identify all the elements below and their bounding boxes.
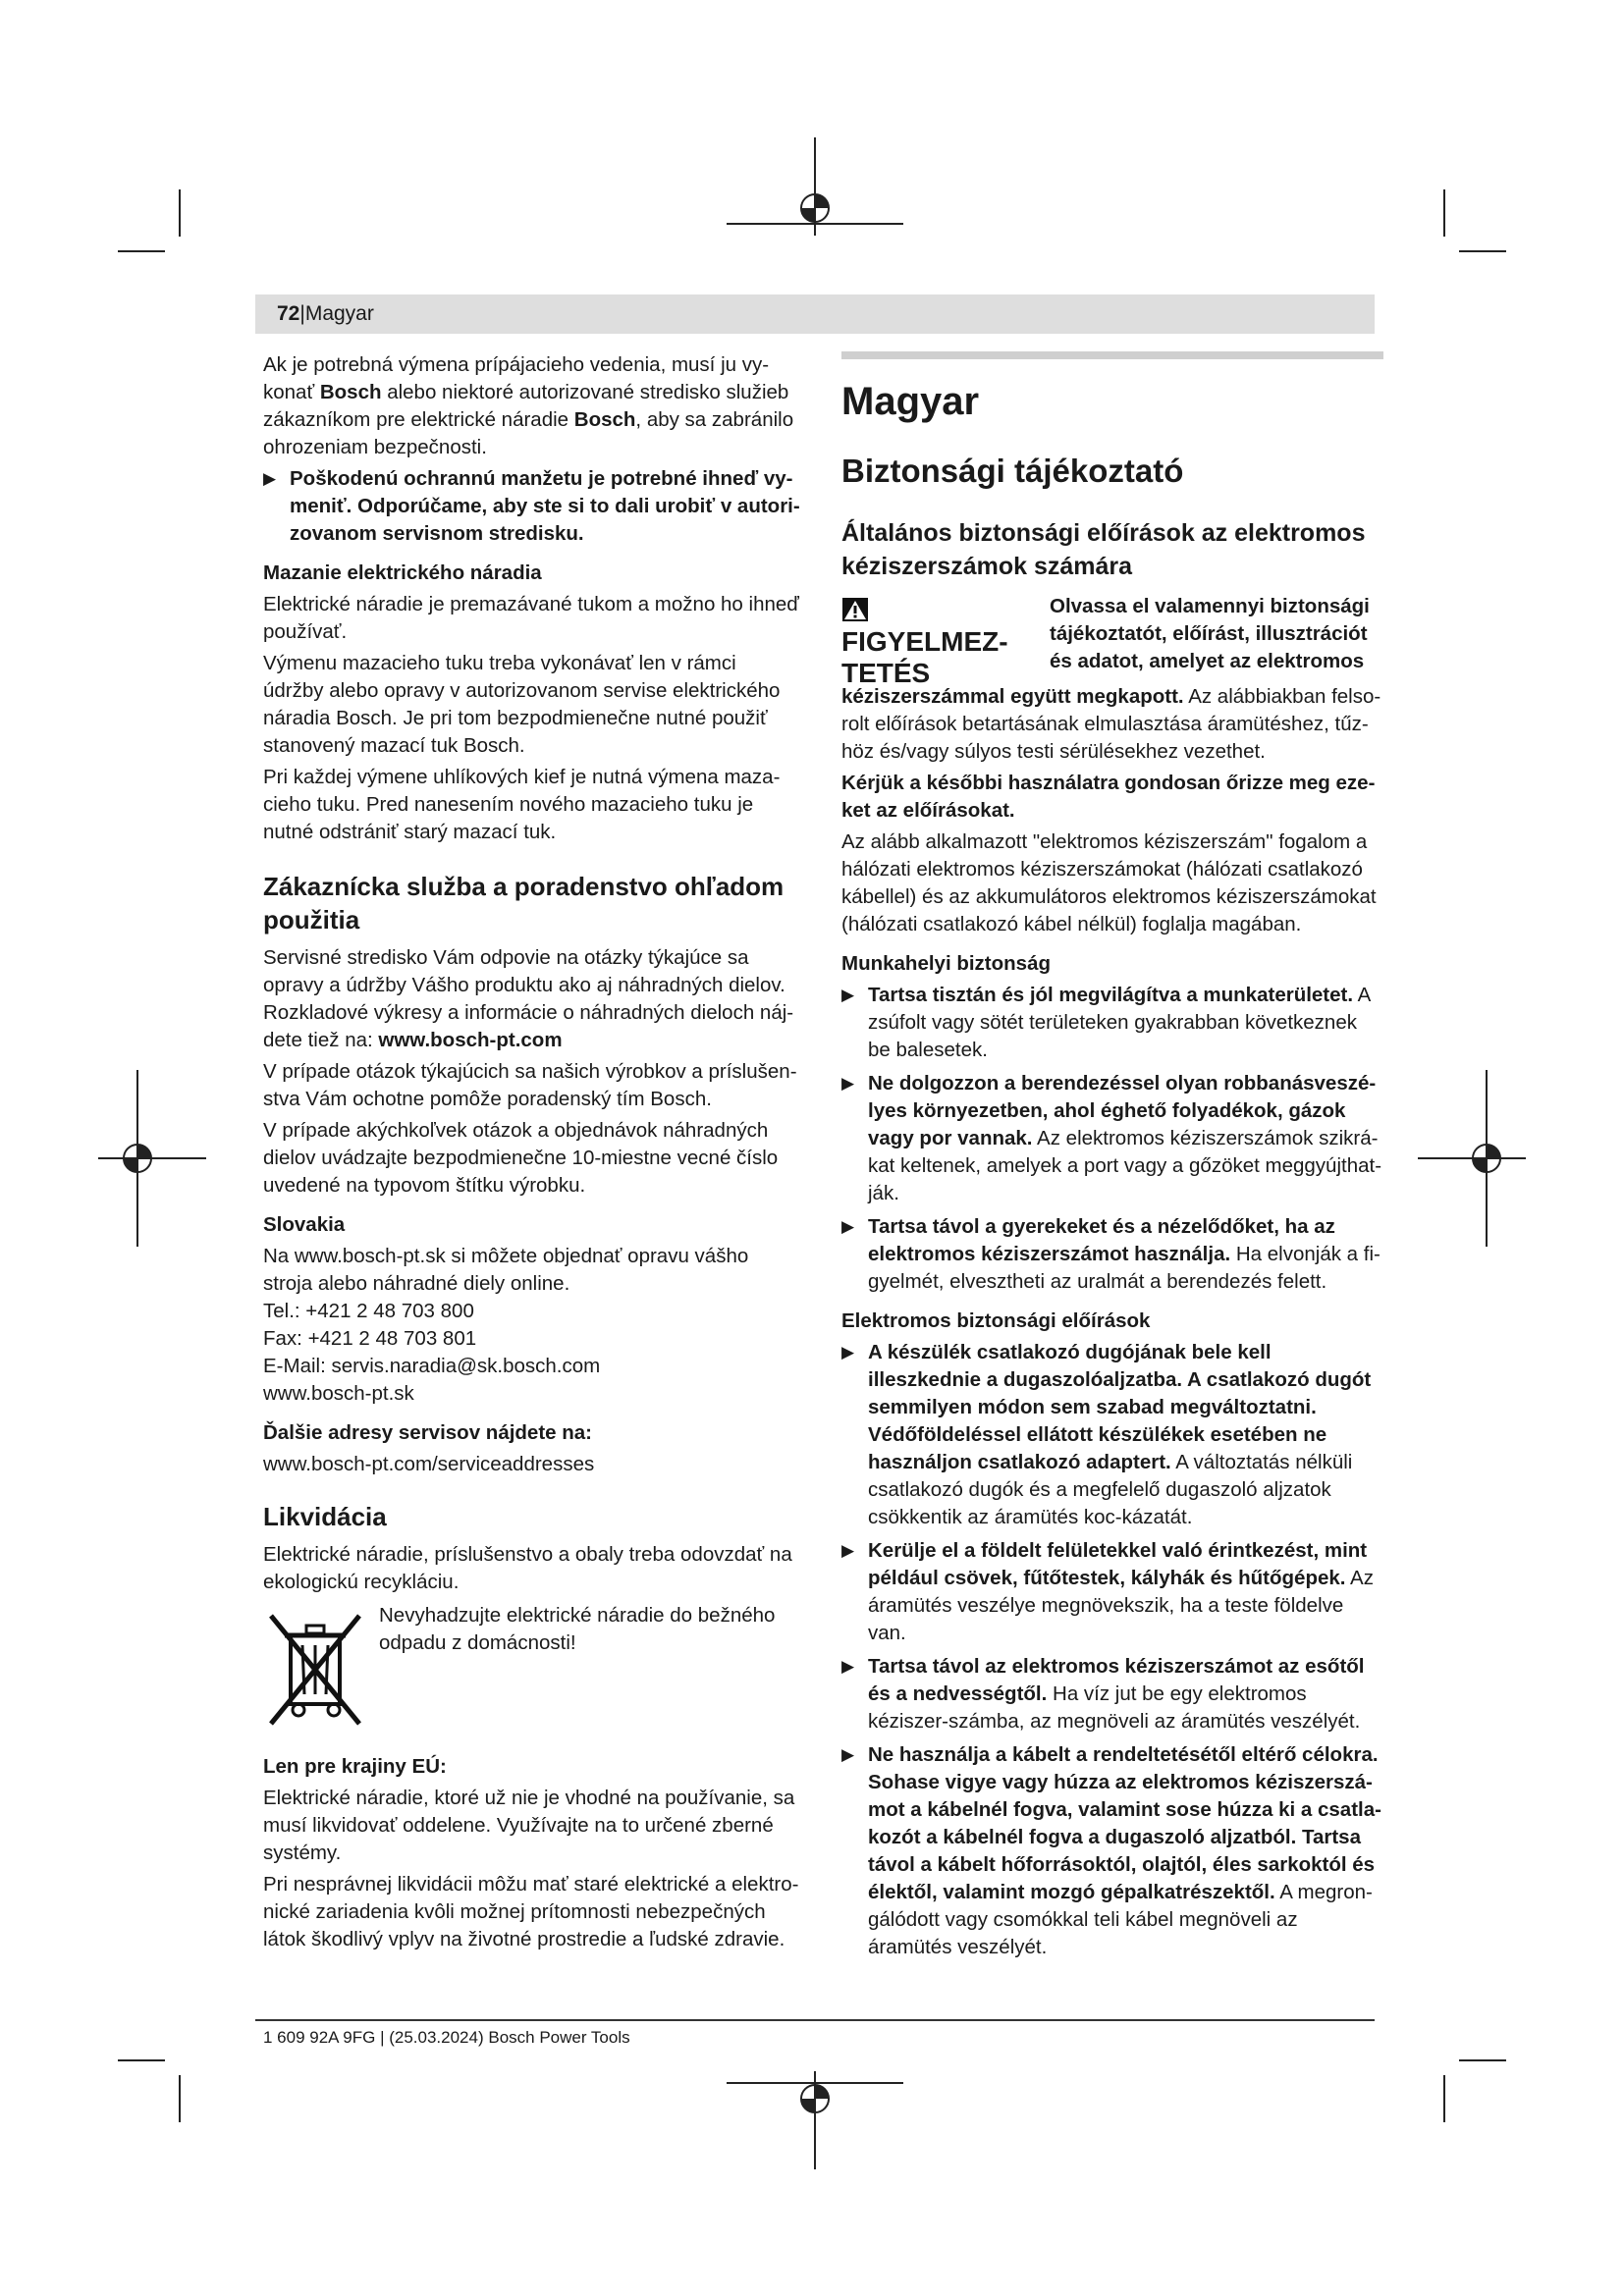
service-link[interactable]: www.bosch-pt.com — [378, 1029, 563, 1051]
paragraph: Elektrické náradie, ktoré už nie je vhodné na používanie, sa musí likvidovať oddelene. Využívajte na to určené zberné systémy. — [263, 1787, 795, 1864]
crop-mark — [1443, 2075, 1445, 2122]
heading-service: Zákaznícka služba a poradenstvo ohľadom použitia — [263, 872, 785, 934]
intro-paragraph: Ak je potrebná výmena prípájacieho vedenia, musí ju vy- konať Bosch alebo niektoré autorizované stredisko služieb zákazníkom pre elektrické náradie Bosch, aby sa zabránilo ohrozeniam bezpečnosti. — [263, 353, 794, 458]
bullet-arrow-icon: ▶ — [841, 986, 855, 1004]
right-column — [841, 351, 1383, 1967]
crop-mark — [179, 2075, 181, 2122]
registration-mark-icon — [1418, 1070, 1526, 1247]
bullet-arrow-icon: ▶ — [841, 1217, 855, 1236]
bullet-arrow-icon: ▶ — [841, 1541, 855, 1560]
paragraph: Elektrické náradie, príslušenstvo a obaly treba odovzdať na ekologickú recykláciu. — [263, 1543, 792, 1593]
bullet-arrow-icon: ▶ — [841, 1745, 855, 1764]
list-item: ▶ Kerülje el a földelt felületekkel való érintkezést, mint például csövek, fűtőtestek, kályhák és hűtőgépek. Az áramütés veszélye megnövekszik, ha a teste földelve van. — [841, 1539, 1374, 1644]
section-heading: Biztonsági tájékoztató — [841, 453, 1184, 489]
bullet-arrow-icon: ▶ — [841, 1657, 855, 1676]
page-number: 72 — [277, 302, 300, 325]
paragraph: Výmenu mazacieho tuku treba vykonávať len v rámci údržby alebo opravy v autorizovanom servise elektrického náradia Bosch. Je pri tom bezpodmienečne nutné použiť stanovený mazací tuk Bosch. — [263, 652, 781, 757]
crop-mark — [1459, 250, 1506, 252]
warning-side-text: Olvassa el valamennyi biztonsági tájékoztatót, előírást, illusztrációt és adatot, amelyet az elektromos — [1050, 595, 1370, 672]
service-addresses-link[interactable]: www.bosch-pt.com/serviceaddresses — [263, 1453, 595, 1475]
weee-notice — [263, 1602, 801, 1749]
paragraph: Pri každej výmene uhlíkových kief je nutná výmena maza-cieho tuku. Pred nanesením nového mazacieho tuku je nutné odstrániť starý mazací tuk. — [263, 766, 781, 843]
crossed-bin-icon — [263, 1606, 367, 1734]
warning-triangle-icon — [841, 597, 869, 622]
list-item: ▶ Tartsa tisztán és jól megvilágítva a munkaterületet. A zsúfolt vagy sötét területeken gyakrabban következnek be balesetek. — [841, 984, 1371, 1061]
paragraph: kéziszerszámmal együtt megkapott. Az alábbiakban felso-rolt előírások betartásának elmulasztása áramütéshez, tűz-höz és/vagy súlyos testi sérülésekhez vezethet. — [841, 685, 1381, 763]
registration-mark-icon — [727, 137, 903, 245]
crop-mark — [118, 250, 165, 252]
crop-mark — [179, 189, 181, 237]
slovakia-contact: Na www.bosch-pt.sk si môžete objednať opravu vášho stroja alebo náhradné diely online. Tel.: +421 2 48 703 800 Fax: +421 2 48 703 801 E-Mail: servis.naradia@sk.bosch.com www.bosch-pt.sk — [263, 1245, 749, 1405]
warning-label: FIGYELMEZ-TETÉS — [841, 595, 1033, 689]
bullet-arrow-icon: ▶ — [841, 1074, 855, 1093]
page-title: Magyar — [841, 380, 980, 423]
paragraph: Elektrické náradie je premazávané tukom a možno ho ihneď používať. — [263, 593, 799, 643]
registration-mark-icon — [727, 2061, 903, 2169]
paragraph: Az alább alkalmazott "elektromos kéziszerszám" fogalom a hálózati elektromos kéziszerszámokat (hálózati csatlakozó kábellel) és az akkumulátoros elektromos kéziszerszámokat (hálózati csatlakozó kábel nélkül) foglalja magában. — [841, 830, 1377, 935]
heading-work-area: Munkahelyi biztonság — [841, 952, 1051, 975]
heading-eu: Len pre krajiny EÚ: — [263, 1755, 447, 1778]
bullet-arrow-icon: ▶ — [841, 1343, 855, 1362]
crop-mark — [118, 2059, 165, 2061]
page-footer: 1 609 92A 9FG | (25.03.2024) Bosch Power Tools — [263, 2028, 630, 2047]
subsection-heading: Általános biztonsági előírások az elektromos kéziszerszámok számára — [841, 519, 1366, 580]
paragraph: V prípade akýchkoľvek otázok a objednávok náhradných dielov uvádzajte bezpodmienečne 10-miestne vecné číslo uvedené na typovom štítku výrobku. — [263, 1119, 779, 1197]
heading-likvidacia: Likvidácia — [263, 1502, 387, 1531]
list-item: ▶ Tartsa távol a gyerekeket és a nézelődőket, ha az elektromos kéziszerszámot használja. Ha elvonják a fi-gyelmét, elvesztheti az uralmát a berendezés felett. — [841, 1215, 1380, 1293]
crop-mark — [1459, 2059, 1506, 2061]
weee-text: Nevyhadzujte elektrické náradie do bežného odpadu z domácnosti! — [379, 1604, 776, 1654]
header-section: Magyar — [304, 302, 374, 325]
heading-slovakia: Slovakia — [263, 1213, 346, 1236]
bullet-arrow-icon: ▶ — [263, 469, 277, 488]
section-rule — [841, 351, 1383, 359]
paragraph: Servisné stredisko Vám odpovie na otázky týkajúce sa opravy a údržby Vášho produktu ako aj náhradných dielov. Rozkladové výkresy a informácie o náhradných dieloch náj-dete tiež na: www.bosch-pt.com — [263, 946, 794, 1051]
left-column — [263, 351, 801, 1957]
registration-mark-icon — [98, 1070, 206, 1247]
heading-mazanie: Mazanie elektrického náradia — [263, 561, 542, 584]
header-separator: | — [299, 302, 305, 325]
page-header — [255, 294, 1375, 334]
keep-instructions: Kérjük a későbbi használatra gondosan őrizze meg eze-ket az előírásokat. — [841, 772, 1376, 822]
heading-dalsie: Ďalšie adresy servisov nájdete na: — [263, 1421, 593, 1444]
list-item: ▶ A készülék csatlakozó dugójának bele kell illeszkednie a dugaszolóaljzatba. A csatlakozó dugót semmilyen módon sem szabad megváltoztatni. Védőföldeléssel ellátott készülékek esetében ne használjon csatlakozó adaptert. A változtatás nélküli csatlakozó dugók és a megfelelő dugaszoló aljzatok csökkentik az áramütés koc-kázatát. — [841, 1341, 1372, 1528]
list-item: ▶ Tartsa távol az elektromos kéziszerszámot az esőtől és a nedvességtől. Ha víz jut be egy elektromos kéziszer-számba, az megnöveli az áramütés veszélyét. — [841, 1655, 1365, 1733]
warning-block — [841, 593, 1383, 688]
heading-electrical: Elektromos biztonsági előírások — [841, 1309, 1151, 1332]
paragraph: V prípade otázok týkajúcich sa našich výrobkov a príslušen-stva Vám ochotne pomôže poradenský tím Bosch. — [263, 1060, 797, 1110]
list-item: ▶ Poškodenú ochrannú manžetu je potrebné ihneď vy-meniť. Odporúčame, aby ste si to dali urobiť v autori-zovanom servisnom stredisku. — [263, 467, 800, 545]
footer-rule — [255, 2019, 1375, 2021]
crop-mark — [1443, 189, 1445, 237]
list-item: ▶ Ne dolgozzon a berendezéssel olyan robbanásveszé-lyes környezetben, ahol éghető folyadékok, gázok vagy por vannak. Az elektromos kéziszerszámok szikrá-kat keltenek, amelyek a port vagy a gőzöket meggyújthat-ják. — [841, 1072, 1382, 1204]
list-item: ▶ Ne használja a kábelt a rendeltetésétől eltérő célokra. Sohase vigye vagy húzza az elektromos kéziszerszá-mot a kábelnél fogva, valamint sose húzza ki a csatla-kozót a kábelnél fogva a dugaszoló aljzatból. Tartsa távol a kábelt hőforrásoktól, olajtól, éles sarkoktól és élektől, valamint mozgó gépalkatrészektől. A megron-gálódott vagy csomókkal teli kábel megnöveli az áramütés veszélyét. — [841, 1743, 1381, 1958]
paragraph: Pri nesprávnej likvidácii môžu mať staré elektrické a elektro-nické zariadenia kvôli možnej prítomnosti nebezpečných látok škodlivý vplyv na životné prostredie a ľudské zdravie. — [263, 1873, 799, 1950]
